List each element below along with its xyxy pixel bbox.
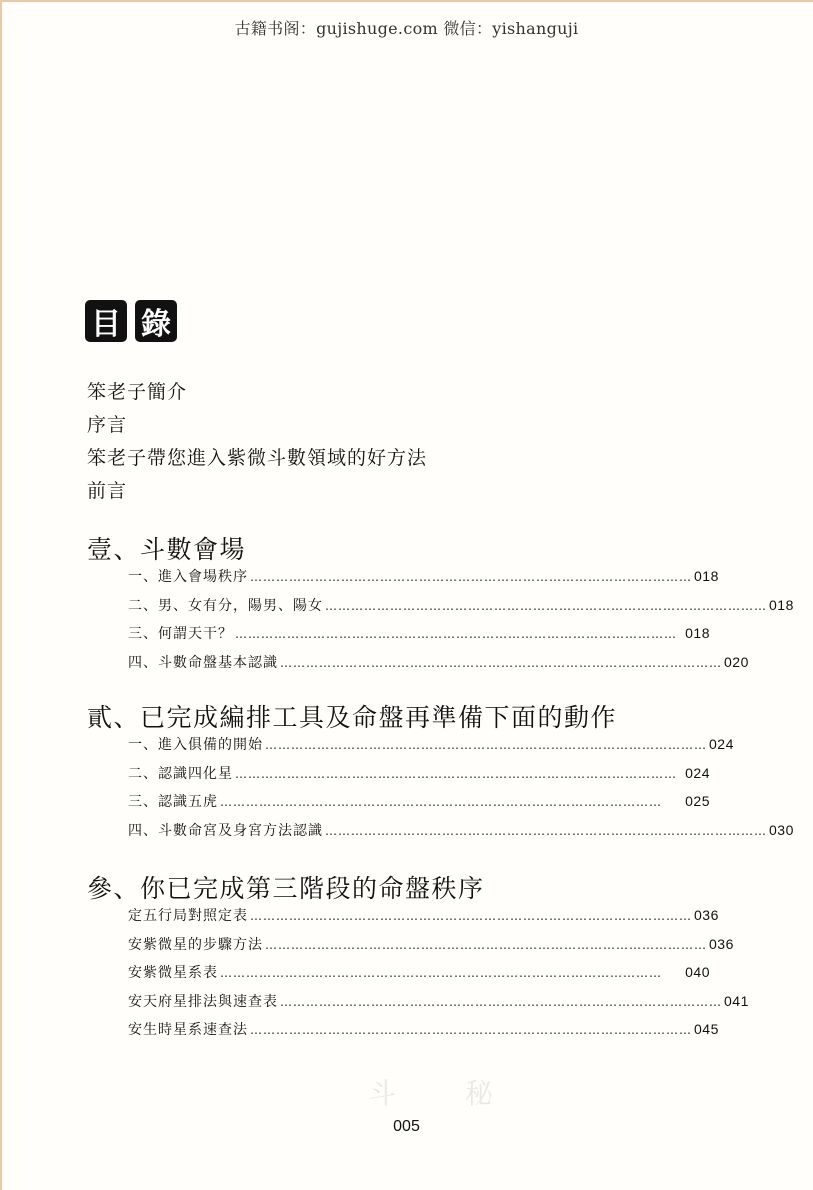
intro-list [87, 376, 427, 508]
intro-item[interactable]: 笨老子簡介 [87, 381, 188, 403]
section-entries-1 [128, 566, 794, 680]
leader-dots: ………………………………………………………………………………………… [220, 795, 662, 810]
entry-page: 041 [724, 992, 749, 1009]
entry-page: 024 [685, 764, 710, 781]
entry-label: 二、男、女有分，陽男、陽女 [128, 597, 323, 614]
entry-label: 三、認識五虎 [128, 794, 218, 811]
leader-dots: ………………………………………………………………………………………… [235, 766, 677, 781]
page-number: 005 [393, 1118, 420, 1135]
toc-entry[interactable] [128, 652, 749, 681]
toc-entry[interactable] [128, 791, 710, 820]
entry-page: 020 [724, 653, 749, 670]
leader-dots: ………………………………………………………………………………………… [250, 1023, 692, 1038]
entry-label: 安生時星系速查法 [128, 1022, 248, 1039]
entry-page: 030 [769, 821, 794, 838]
toc-entry[interactable] [128, 905, 719, 934]
intro-item[interactable]: 前言 [87, 480, 128, 502]
entry-label: 四、斗數命盤基本認識 [128, 654, 278, 671]
entry-label: 一、進入俱備的開始 [128, 737, 263, 753]
toc-entry[interactable] [128, 734, 734, 763]
entry-page: 045 [694, 1021, 719, 1038]
entry-label: 安天府星排法與速查表 [128, 993, 278, 1010]
section-title-3[interactable]: 參、你已完成第三階段的命盤秩序 [87, 874, 485, 903]
title-char-1: 目 [85, 300, 127, 342]
entry-page: 025 [685, 793, 710, 810]
intro-item[interactable]: 序言 [87, 414, 128, 436]
toc-entry[interactable] [128, 991, 749, 1020]
entry-page: 036 [709, 935, 734, 952]
leader-dots: ………………………………………………………………………………………… [280, 994, 722, 1009]
leader-dots: ………………………………………………………………………………………… [325, 823, 767, 838]
leader-dots: ………………………………………………………………………………………… [325, 598, 767, 613]
entry-label: 三、何謂天干？ [128, 626, 233, 643]
section-entries-3 [128, 905, 749, 1048]
toc-entry[interactable] [128, 934, 734, 963]
entry-label: 安紫微星的步驟方法 [128, 936, 263, 953]
leader-dots: ………………………………………………………………………………………… [265, 738, 707, 752]
entry-label: 四、斗數命宮及身宮方法認識 [128, 822, 323, 839]
section-title-1[interactable]: 壹、斗數會場 [87, 535, 247, 564]
entry-page: 036 [694, 907, 719, 923]
section-entries-2 [128, 734, 794, 848]
entry-page: 024 [709, 736, 734, 752]
intro-item[interactable]: 笨老子帶您進入紫微斗數領域的好方法 [87, 447, 428, 469]
entry-page: 040 [685, 964, 710, 981]
entry-label: 一、進入會場秩序 [128, 569, 248, 585]
entry-label: 安紫微星系表 [128, 965, 218, 982]
toc-entry[interactable] [128, 962, 710, 991]
toc-entry[interactable] [128, 820, 794, 849]
leader-dots: ………………………………………………………………………………………… [265, 937, 707, 952]
watermark-text: 古籍书阁：gujishuge.com 微信：yishanguji [234, 19, 579, 38]
toc-entry[interactable] [128, 595, 794, 624]
toc-title [85, 300, 177, 342]
title-char-2: 錄 [135, 300, 177, 342]
entry-page: 018 [685, 625, 710, 642]
entry-page: 018 [694, 568, 719, 584]
entry-label: 定五行局對照定表 [128, 908, 248, 924]
leader-dots: ………………………………………………………………………………………… [280, 655, 722, 670]
leader-dots: ………………………………………………………………………………………… [250, 909, 692, 923]
toc-entry[interactable] [128, 763, 710, 792]
faint-stamp: 斗 秘 [368, 1077, 523, 1110]
toc-entry[interactable] [128, 566, 719, 595]
leader-dots: ………………………………………………………………………………………… [235, 627, 677, 642]
entry-page: 018 [769, 596, 794, 613]
leader-dots: ………………………………………………………………………………………… [220, 966, 662, 981]
section-title-2[interactable]: 貳、已完成編排工具及命盤再準備下面的動作 [87, 703, 618, 732]
toc-entry[interactable] [128, 623, 710, 652]
leader-dots: ………………………………………………………………………………………… [250, 570, 692, 584]
toc-entry[interactable] [128, 1019, 719, 1048]
entry-label: 二、認識四化星 [128, 765, 233, 782]
